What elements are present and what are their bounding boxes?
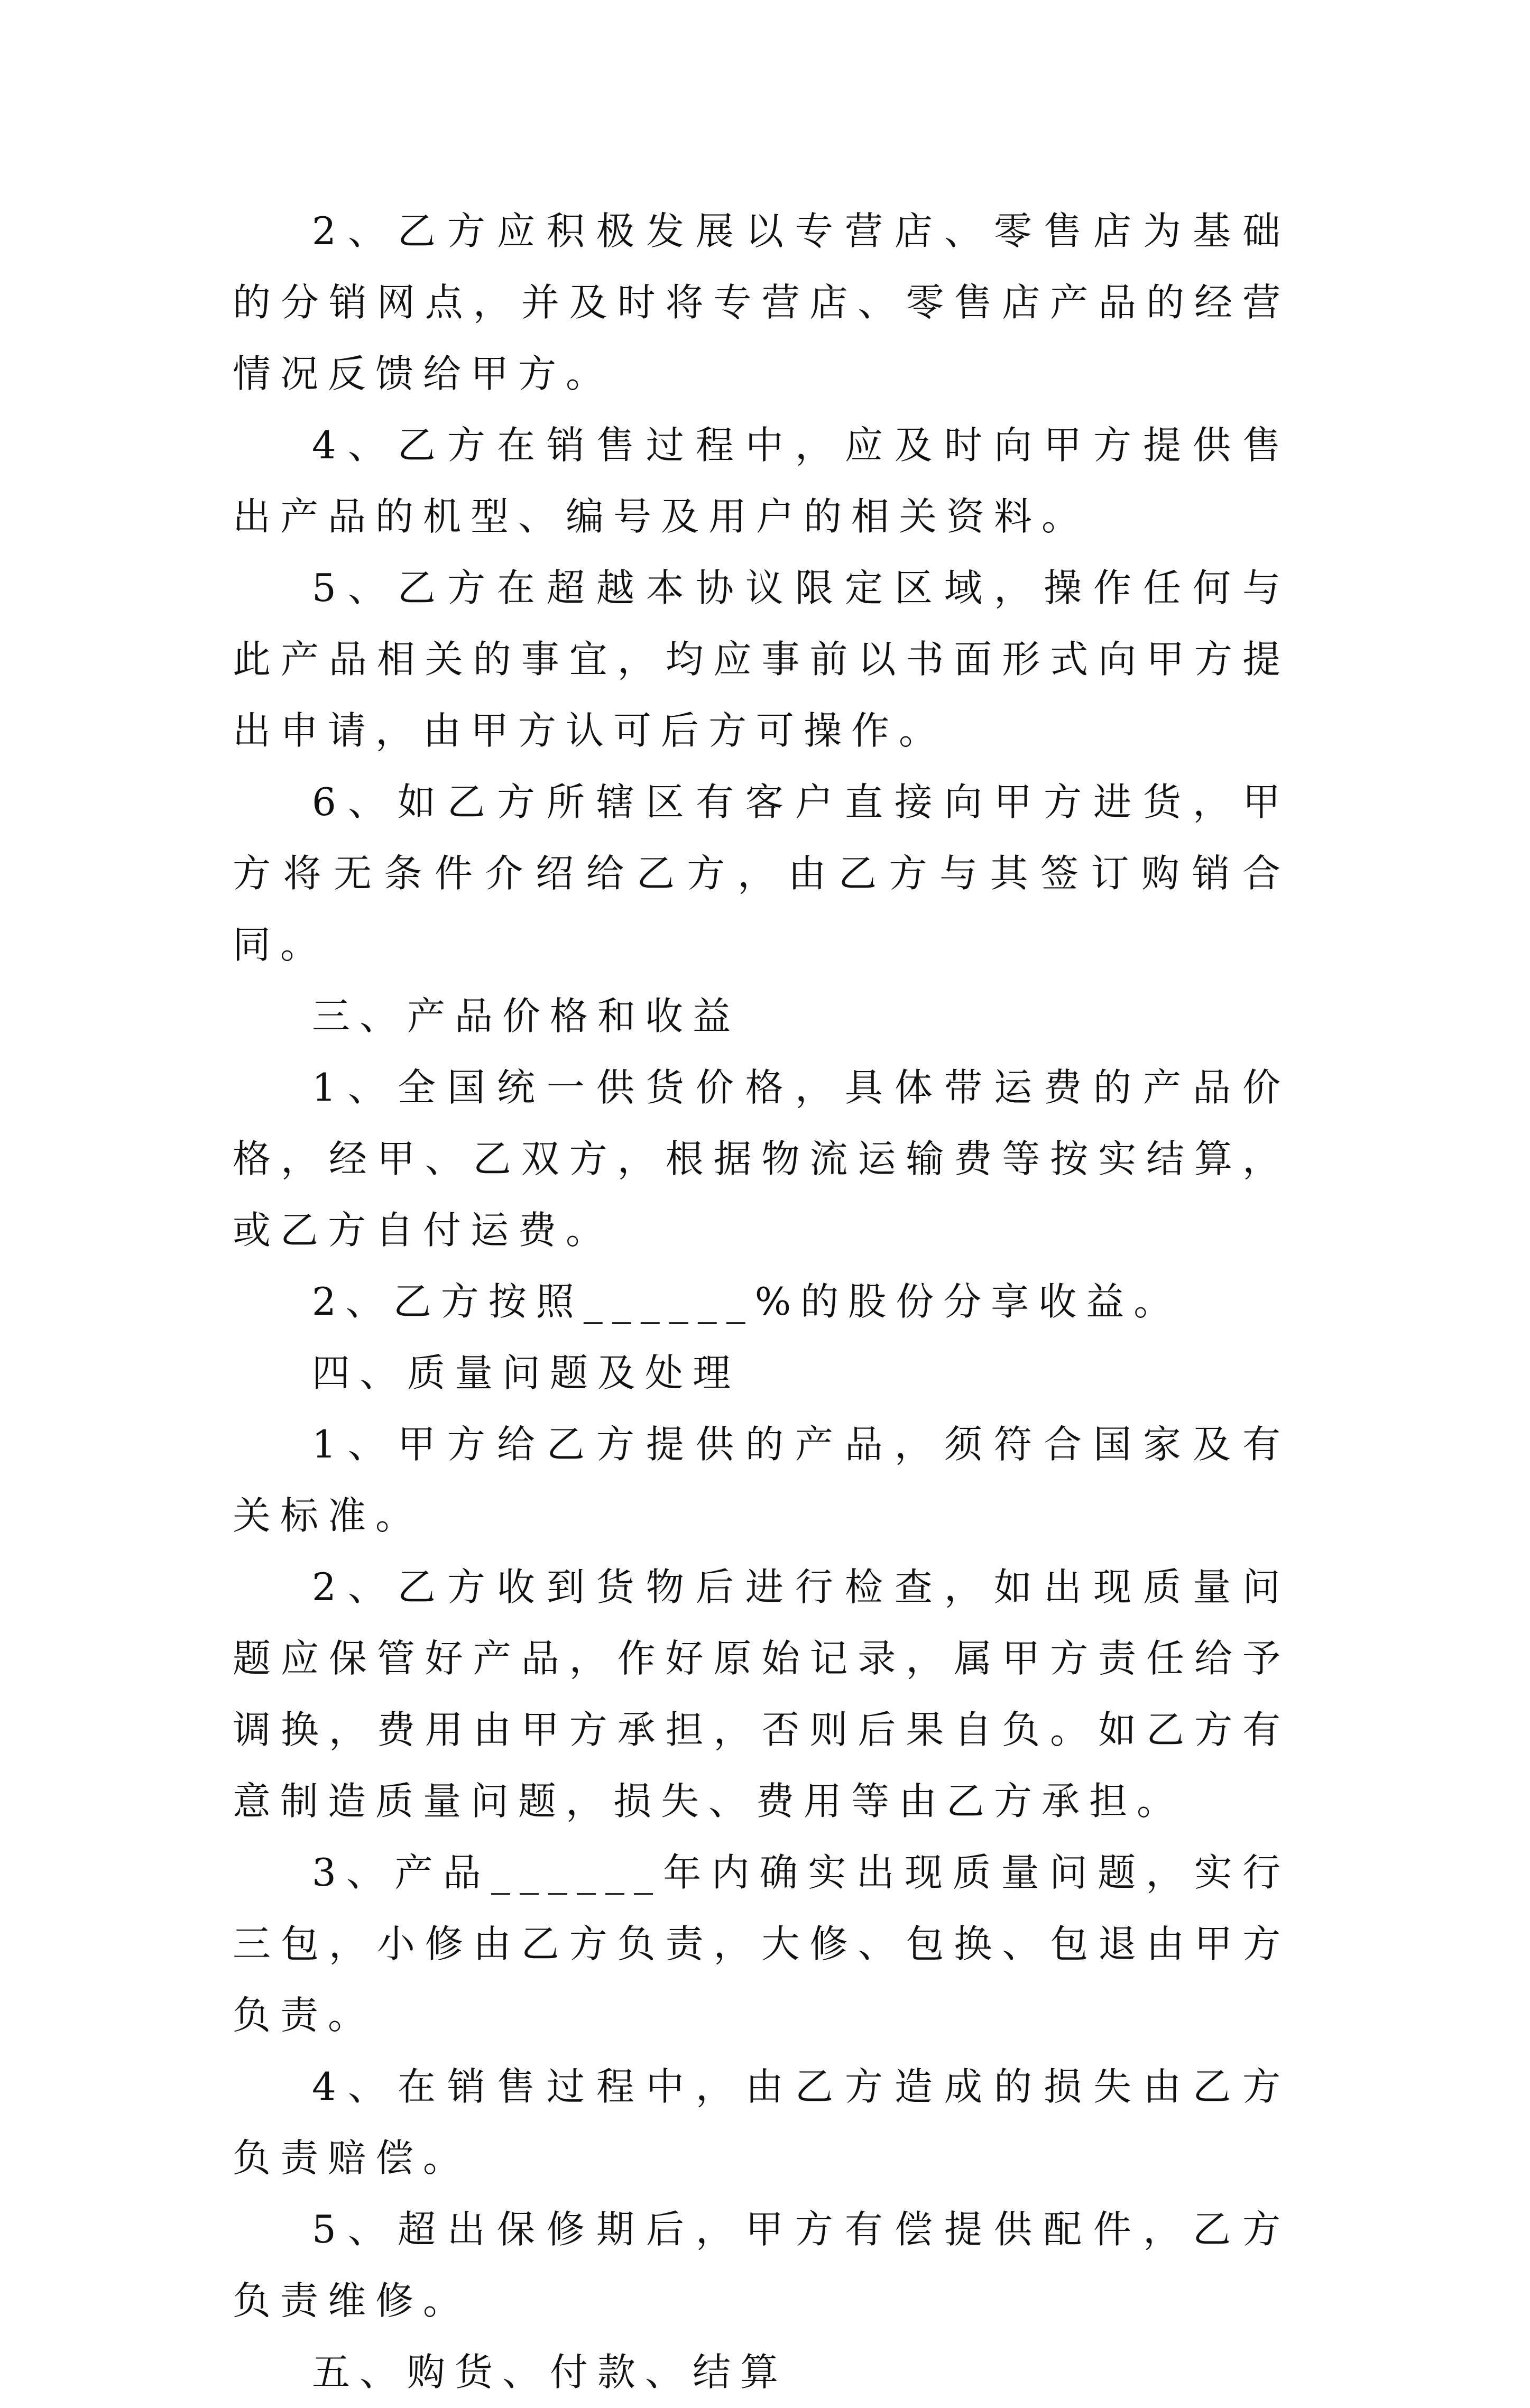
paragraph: 4、在销售过程中，由乙方造成的损失由乙方负责赔偿。 — [233, 2064, 1290, 2180]
paragraph: 3、产品______年内确实出现质量问题，实行三包，小修由乙方负责，大修、包换、包退由甲方负责。 — [233, 1850, 1290, 2037]
paragraph: 5、乙方在超越本协议限定区域，操作任何与此产品相关的事宜，均应事前以书面形式向甲方提出申请，由甲方认可后方可操作。 — [233, 566, 1290, 753]
paragraph: 5、超出保修期后，甲方有偿提供配件，乙方负责维修。 — [233, 2207, 1290, 2323]
paragraph: 1、全国统一供货价格，具体带运费的产品价格，经甲、乙双方，根据物流运输费等按实结算，或乙方自付运费。 — [233, 1065, 1290, 1252]
paragraph: 6、如乙方所辖区有客户直接向甲方进货，甲方将无条件介绍给乙方，由乙方与其签订购销合同。 — [233, 780, 1290, 967]
paragraph: 2、乙方应积极发展以专营店、零售店为基础的分销网点，并及时将专营店、零售店产品的经营情况反馈给甲方。 — [233, 209, 1290, 396]
paragraph: 4、乙方在销售过程中，应及时向甲方提供售出产品的机型、编号及用户的相关资料。 — [233, 423, 1290, 539]
paragraph: 2、乙方按照______%的股份分享收益。 — [312, 1279, 1182, 1324]
section-heading: 四、质量问题及处理 — [312, 1351, 741, 1395]
document-body — [233, 196, 1290, 2408]
paragraph: 1、甲方给乙方提供的产品，须符合国家及有关标准。 — [233, 1422, 1290, 1538]
paragraph: 2、乙方收到货物后进行检查，如出现质量问题应保管好产品，作好原始记录，属甲方责任给予调换，费用由甲方承担，否则后果自负。如乙方有意制造质量问题，损失、费用等由乙方承担。 — [233, 1565, 1290, 1823]
section-heading: 三、产品价格和收益 — [312, 994, 741, 1038]
section-heading: 五、购货、付款、结算 — [312, 2350, 788, 2394]
